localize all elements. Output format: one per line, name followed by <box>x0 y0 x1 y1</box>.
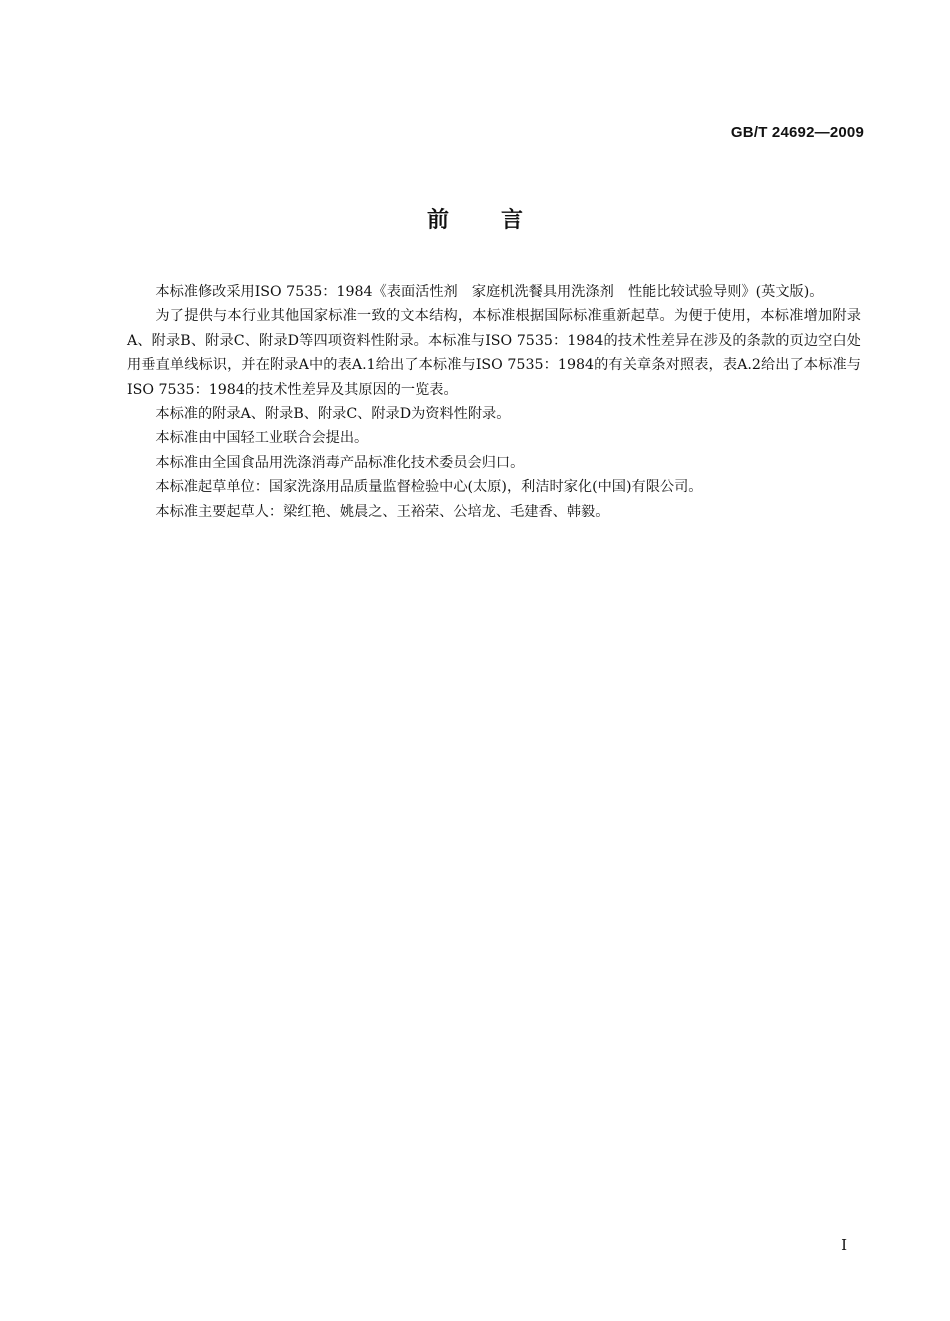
paragraph-proposer: 本标准由中国轻工业联合会提出。 <box>155 430 369 447</box>
paragraph-adoption: 本标准修改采用ISO 7535：1984《表面活性剂 家庭机洗餐具用洗涤剂 性能比较试验导则》(英文版)。 <box>155 284 824 300</box>
foreword-body <box>127 280 861 524</box>
paragraph-committee: 本标准由全国食品用洗涤消毒产品标准化技术委员会归口。 <box>155 454 525 471</box>
page-number: I <box>841 1236 847 1254</box>
paragraph-structure: 为了提供与本行业其他国家标准一致的文本结构，本标准根据国际标准重新起草。为便于使用，本标准增加附录A、附录B、附录C、附录D等四项资料性附录。本标准与ISO 7535：1984的技术性差异在涉及的条款的页边空白处用垂直单线标识，并在附录A中的表A.1给出了本标准与ISO 7535：1984的有关章条对照表，表A.2给出了本标准与ISO 7535：1984的技术性差异及其原因的一览表。 <box>127 308 861 398</box>
standard-code: GB/T 24692—2009 <box>730 124 864 141</box>
paragraph-annexes: 本标准的附录A、附录B、附录C、附录D为资料性附录。 <box>155 406 511 423</box>
paragraph-drafting-units: 本标准起草单位：国家洗涤用品质量监督检验中心(太原)，利洁时家化(中国)有限公司。 <box>155 479 703 496</box>
paragraph-drafters: 本标准主要起草人：梁红艳、姚晨之、王裕荣、公培龙、毛建香、韩毅。 <box>155 503 610 520</box>
page-title: 前言 <box>426 208 575 233</box>
